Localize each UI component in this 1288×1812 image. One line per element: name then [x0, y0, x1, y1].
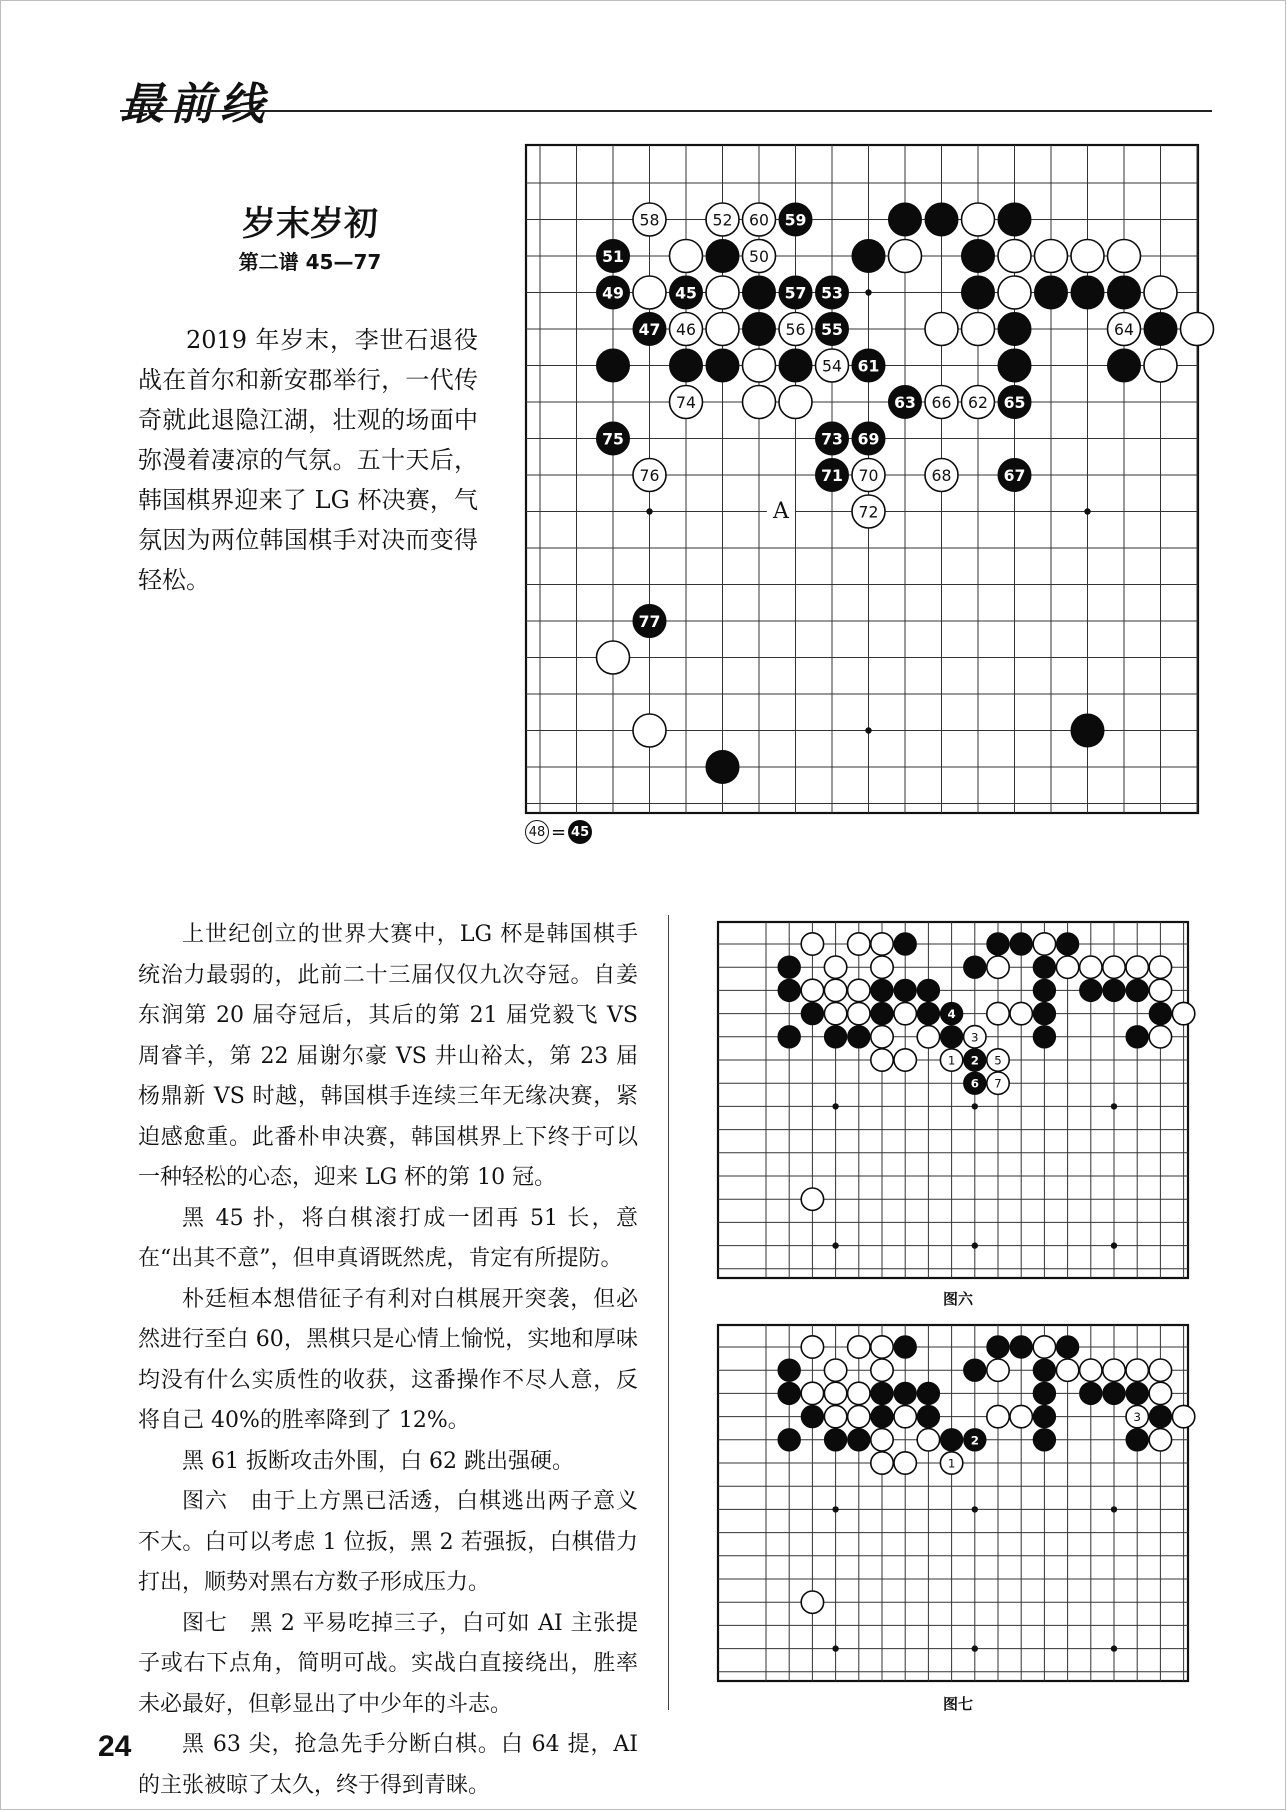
white-stone: [801, 1382, 823, 1404]
move-number: 3: [1133, 1410, 1141, 1425]
black-stone: [848, 1026, 870, 1048]
white-stone: [743, 386, 776, 419]
move-number: 56: [785, 320, 806, 339]
move-number: 57: [784, 283, 807, 303]
white-stone: [1126, 956, 1148, 978]
move-number: 61: [857, 356, 880, 376]
white-stone: [1010, 1405, 1032, 1427]
black-stone: [1035, 276, 1068, 309]
white-stone: [801, 1591, 823, 1613]
white-stone: [1056, 1359, 1078, 1381]
white-stone: [597, 641, 630, 674]
white-stone: [824, 956, 846, 978]
black-stone: [1056, 933, 1078, 955]
black-stone: [998, 349, 1031, 382]
white-stone: [987, 956, 1009, 978]
white-stone: [871, 1049, 893, 1071]
white-stone: [962, 313, 995, 346]
star-point: [1111, 1506, 1117, 1512]
black-stone: [940, 1429, 962, 1451]
white-stone: [824, 1002, 846, 1024]
black-stone: [964, 1359, 986, 1381]
white-stone: [894, 1452, 916, 1474]
figure6-caption: 图六: [942, 1290, 973, 1308]
star-point: [832, 1506, 838, 1512]
black-stone: [1033, 1359, 1055, 1381]
black-stone: [917, 1405, 939, 1427]
white-stone: [801, 1336, 823, 1358]
white-stone: [1144, 276, 1177, 309]
white-stone: [1080, 956, 1102, 978]
black-stone: [824, 1429, 846, 1451]
move-number: 4: [947, 1007, 956, 1022]
white-stone: [1071, 240, 1104, 273]
white-move-48: 48: [525, 820, 549, 844]
move-number: 7: [994, 1076, 1002, 1091]
black-stone: [1149, 1405, 1171, 1427]
white-stone: [1010, 1002, 1032, 1024]
black-stone: [670, 349, 703, 382]
white-stone: [1126, 1359, 1148, 1381]
move-number: 47: [638, 320, 661, 339]
white-stone: [871, 1359, 893, 1381]
white-stone: [801, 979, 823, 1001]
black-stone: [1033, 1002, 1055, 1024]
star-point: [1111, 1242, 1117, 1248]
black-move-45: 45: [568, 820, 592, 844]
white-stone: [1056, 956, 1078, 978]
white-stone: [848, 1405, 870, 1427]
black-stone: [1144, 313, 1177, 346]
move-number: 67: [1003, 466, 1026, 485]
body-paragraph: 黑 61 扳断攻击外围，白 62 跳出强硬。: [182, 1448, 574, 1474]
black-stone: [848, 1429, 870, 1451]
black-stone: [962, 240, 995, 273]
black-stone: [1080, 1382, 1102, 1404]
white-stone: [848, 979, 870, 1001]
white-stone: [1103, 1359, 1125, 1381]
black-stone: [917, 1382, 939, 1404]
black-stone: [871, 1405, 893, 1427]
move-number: 64: [1114, 320, 1134, 339]
black-stone: [778, 956, 800, 978]
black-stone: [998, 313, 1031, 346]
white-stone: [1103, 956, 1125, 978]
star-point: [1111, 1103, 1117, 1109]
white-stone: [871, 1429, 893, 1451]
star-point: [972, 1242, 978, 1248]
black-stone: [1126, 1429, 1148, 1451]
white-stone: [1149, 1429, 1171, 1451]
black-stone: [925, 203, 958, 236]
move-number: 68: [931, 466, 952, 485]
move-number: 71: [821, 466, 843, 485]
black-stone: [940, 1026, 962, 1048]
white-stone: [779, 386, 812, 419]
black-stone: [824, 1026, 846, 1048]
move-number: 72: [858, 502, 879, 522]
column-divider: [668, 915, 669, 1710]
white-stone: [925, 313, 958, 346]
move-number: 3: [971, 1030, 979, 1045]
white-stone: [1149, 1026, 1171, 1048]
header-rule: [120, 110, 1212, 112]
white-stone: [633, 714, 666, 747]
black-stone: [801, 1405, 823, 1427]
black-stone: [1010, 933, 1032, 955]
white-stone: [894, 1405, 916, 1427]
move-number: 2: [970, 1053, 979, 1068]
black-stone: [801, 1002, 823, 1024]
star-point: [865, 289, 871, 295]
black-stone: [852, 240, 885, 273]
black-stone: [889, 203, 922, 236]
black-stone: [1126, 979, 1148, 1001]
move-number: 69: [857, 429, 880, 449]
white-stone: [917, 1429, 939, 1451]
move-number: 45: [675, 283, 697, 303]
move-number: 65: [1003, 393, 1026, 412]
white-stone: [706, 313, 739, 346]
black-stone: [706, 751, 739, 784]
black-stone: [1033, 956, 1055, 978]
move-number: 66: [931, 393, 952, 412]
star-point: [832, 1103, 838, 1109]
white-stone: [894, 1002, 916, 1024]
column-logo: 最前线: [120, 79, 270, 130]
white-stone: [1080, 1359, 1102, 1381]
white-stone: [848, 1382, 870, 1404]
black-stone: [1010, 1336, 1032, 1358]
black-stone: [743, 313, 776, 346]
move-number: 74: [676, 393, 696, 412]
star-point: [1084, 508, 1090, 514]
white-stone: [894, 1049, 916, 1071]
white-stone: [1149, 979, 1171, 1001]
black-stone: [706, 349, 739, 382]
white-stone: [1172, 1405, 1194, 1427]
white-stone: [1149, 956, 1171, 978]
black-stone: [998, 203, 1031, 236]
body-paragraph: 上世纪创立的世界大赛中，LG 杯是韩国棋手统治力最弱的，此前二十三届仅仅九次夺冠。自姜东润第 20 届夺冠后，其后的第 21 届党毅飞 VS 周睿羊，第 22 届谢尔豪 VS 井山裕太，第 23 届杨鼎新 VS 时越，韩国棋手连续三年无缘决赛，紧迫感愈重。此番朴申决赛，韩国棋界上下终于可以一种轻松的心态，迎来 LG 杯的第 10 冠。: [138, 922, 638, 1190]
white-stone: [1181, 313, 1214, 346]
figure6-go-diagram: [718, 922, 1208, 1280]
move-number: 62: [968, 393, 988, 412]
white-stone: [824, 979, 846, 1001]
black-stone: [1108, 349, 1141, 382]
move-number: 50: [749, 247, 769, 266]
black-stone: [1056, 1336, 1078, 1358]
move-number: 52: [712, 210, 733, 230]
move-number: 59: [784, 210, 807, 230]
move-number: 58: [639, 210, 660, 230]
white-stone: [801, 1188, 823, 1210]
star-point: [1111, 1645, 1117, 1651]
white-stone: [743, 349, 776, 382]
black-stone: [743, 276, 776, 309]
white-stone: [824, 1359, 846, 1381]
black-stone: [1033, 979, 1055, 1001]
star-point: [865, 727, 871, 733]
white-stone: [706, 276, 739, 309]
move-number: 51: [602, 247, 624, 266]
black-stone: [1071, 276, 1104, 309]
move-number: 60: [749, 210, 769, 230]
black-stone: [778, 1359, 800, 1381]
white-stone: [848, 1002, 870, 1024]
black-stone: [706, 240, 739, 273]
black-stone: [987, 933, 1009, 955]
move-number: 54: [822, 356, 842, 376]
article-body: [138, 915, 638, 1806]
white-stone: [987, 1405, 1009, 1427]
black-stone: [597, 349, 630, 382]
black-stone: [1103, 979, 1125, 1001]
black-stone: [1126, 1026, 1148, 1048]
star-point: [972, 1103, 978, 1109]
black-stone: [871, 979, 893, 1001]
body-paragraph: 图七 黑 2 平易吃掉三子，白可如 AI 主张提子或右下点角，简明可战。实战白直接绕出，胜率未必最好，但彰显出了中少年的斗志。: [138, 1610, 638, 1717]
white-stone: [917, 1026, 939, 1048]
white-stone: [987, 1002, 1009, 1024]
black-stone: [894, 979, 916, 1001]
white-stone: [871, 956, 893, 978]
body-paragraph: 图六 由于上方黑已活透，白棋逃出两子意义不大。白可以考虑 1 位扳，黑 2 若强扳，白棋借力打出，顺势对黑右方数子形成压力。: [138, 1489, 638, 1595]
move-number: 76: [639, 466, 660, 485]
move-number: 2: [970, 1433, 979, 1448]
star-point: [972, 1645, 978, 1651]
move-number: 53: [821, 283, 843, 303]
main-go-diagram: [526, 145, 1216, 817]
move-number: 75: [602, 429, 624, 449]
black-stone: [778, 1026, 800, 1048]
black-stone: [1033, 1026, 1055, 1048]
white-stone: [1144, 349, 1177, 382]
body-paragraph: 朴廷桓本想借征子有利对白棋展开突袭，但必然进行至白 60，黑棋只是心情上愉悦，实地和厚味均没有什么实质性的收获，这番操作不尽人意，反将自己 40%的胜率降到了 12%。: [138, 1286, 638, 1433]
black-stone: [917, 1002, 939, 1024]
white-stone: [1172, 1002, 1194, 1024]
white-stone: [633, 276, 666, 309]
body-paragraph: 黑 45 扑，将白棋滚打成一团再 51 长，意在“出其不意”，但申真谞既然虎，肯定有所提防。: [138, 1205, 638, 1271]
white-stone: [998, 276, 1031, 309]
white-stone: [987, 1359, 1009, 1381]
white-stone: [871, 933, 893, 955]
black-stone: [894, 1382, 916, 1404]
move-number: 5: [994, 1053, 1002, 1068]
black-stone: [987, 1336, 1009, 1358]
white-stone: [1033, 933, 1055, 955]
white-stone: [1108, 240, 1141, 273]
move-number: 1: [947, 1053, 956, 1068]
move-number: 70: [858, 466, 879, 485]
black-stone: [1033, 1382, 1055, 1404]
article-title: 岁末岁初: [242, 204, 378, 244]
white-stone: [848, 1336, 870, 1358]
white-stone: [962, 203, 995, 236]
white-stone: [1033, 1336, 1055, 1358]
white-stone: [1035, 240, 1068, 273]
star-point: [832, 1645, 838, 1651]
move-number: 1: [947, 1456, 956, 1471]
figure7-caption: 图七: [942, 1695, 973, 1713]
move-number: 49: [602, 283, 624, 303]
move-number: 46: [676, 320, 696, 339]
white-stone: [998, 240, 1031, 273]
move-equivalence-note: [525, 820, 592, 844]
black-stone: [1126, 1382, 1148, 1404]
star-point: [832, 1242, 838, 1248]
body-paragraph: 黑 63 尖，抢急先手分断白棋。白 64 提，AI 的主张被晾了太久，终于得到青睐。: [138, 1732, 638, 1798]
intro-paragraph: 2019 年岁末，李世石退役战在首尔和新安郡举行，一代传奇就此退隐江湖，壮观的场面中弥漫着凄凉的气氛。五十天后，韩国棋界迎来了 LG 杯决赛，气氛因为两位韩国棋手对决而变得轻松。: [138, 326, 478, 594]
white-stone: [871, 1026, 893, 1048]
black-stone: [894, 933, 916, 955]
move-number: 73: [821, 429, 843, 449]
black-stone: [962, 276, 995, 309]
black-stone: [1033, 1429, 1055, 1451]
white-stone: [1149, 1382, 1171, 1404]
intro-text: [138, 320, 478, 600]
article-subtitle: 第二谱 45—77: [238, 250, 382, 274]
equals-sign: =: [551, 821, 567, 843]
black-stone: [1103, 1382, 1125, 1404]
white-stone: [871, 1452, 893, 1474]
black-stone: [778, 1429, 800, 1451]
point-label-a: A: [772, 499, 789, 524]
black-stone: [964, 956, 986, 978]
move-number: 77: [638, 612, 661, 631]
black-stone: [778, 1382, 800, 1404]
white-stone: [889, 240, 922, 273]
white-stone: [824, 1405, 846, 1427]
black-stone: [871, 1002, 893, 1024]
move-number: 55: [821, 320, 843, 339]
star-point: [646, 508, 652, 514]
white-stone: [848, 933, 870, 955]
black-stone: [1149, 1002, 1171, 1024]
white-stone: [670, 240, 703, 273]
white-stone: [1149, 1359, 1171, 1381]
star-point: [972, 1506, 978, 1512]
white-stone: [824, 1382, 846, 1404]
black-stone: [778, 979, 800, 1001]
black-stone: [1080, 979, 1102, 1001]
white-stone: [801, 933, 823, 955]
figure7-go-diagram: [718, 1325, 1208, 1683]
black-stone: [779, 349, 812, 382]
black-stone: [1033, 1405, 1055, 1427]
black-stone: [1108, 276, 1141, 309]
page-number: 24: [98, 1730, 132, 1763]
black-stone: [917, 979, 939, 1001]
black-stone: [1071, 714, 1104, 747]
move-number: 6: [970, 1076, 979, 1091]
white-stone: [871, 1336, 893, 1358]
black-stone: [894, 1336, 916, 1358]
black-stone: [871, 1382, 893, 1404]
move-number: 63: [894, 393, 916, 412]
